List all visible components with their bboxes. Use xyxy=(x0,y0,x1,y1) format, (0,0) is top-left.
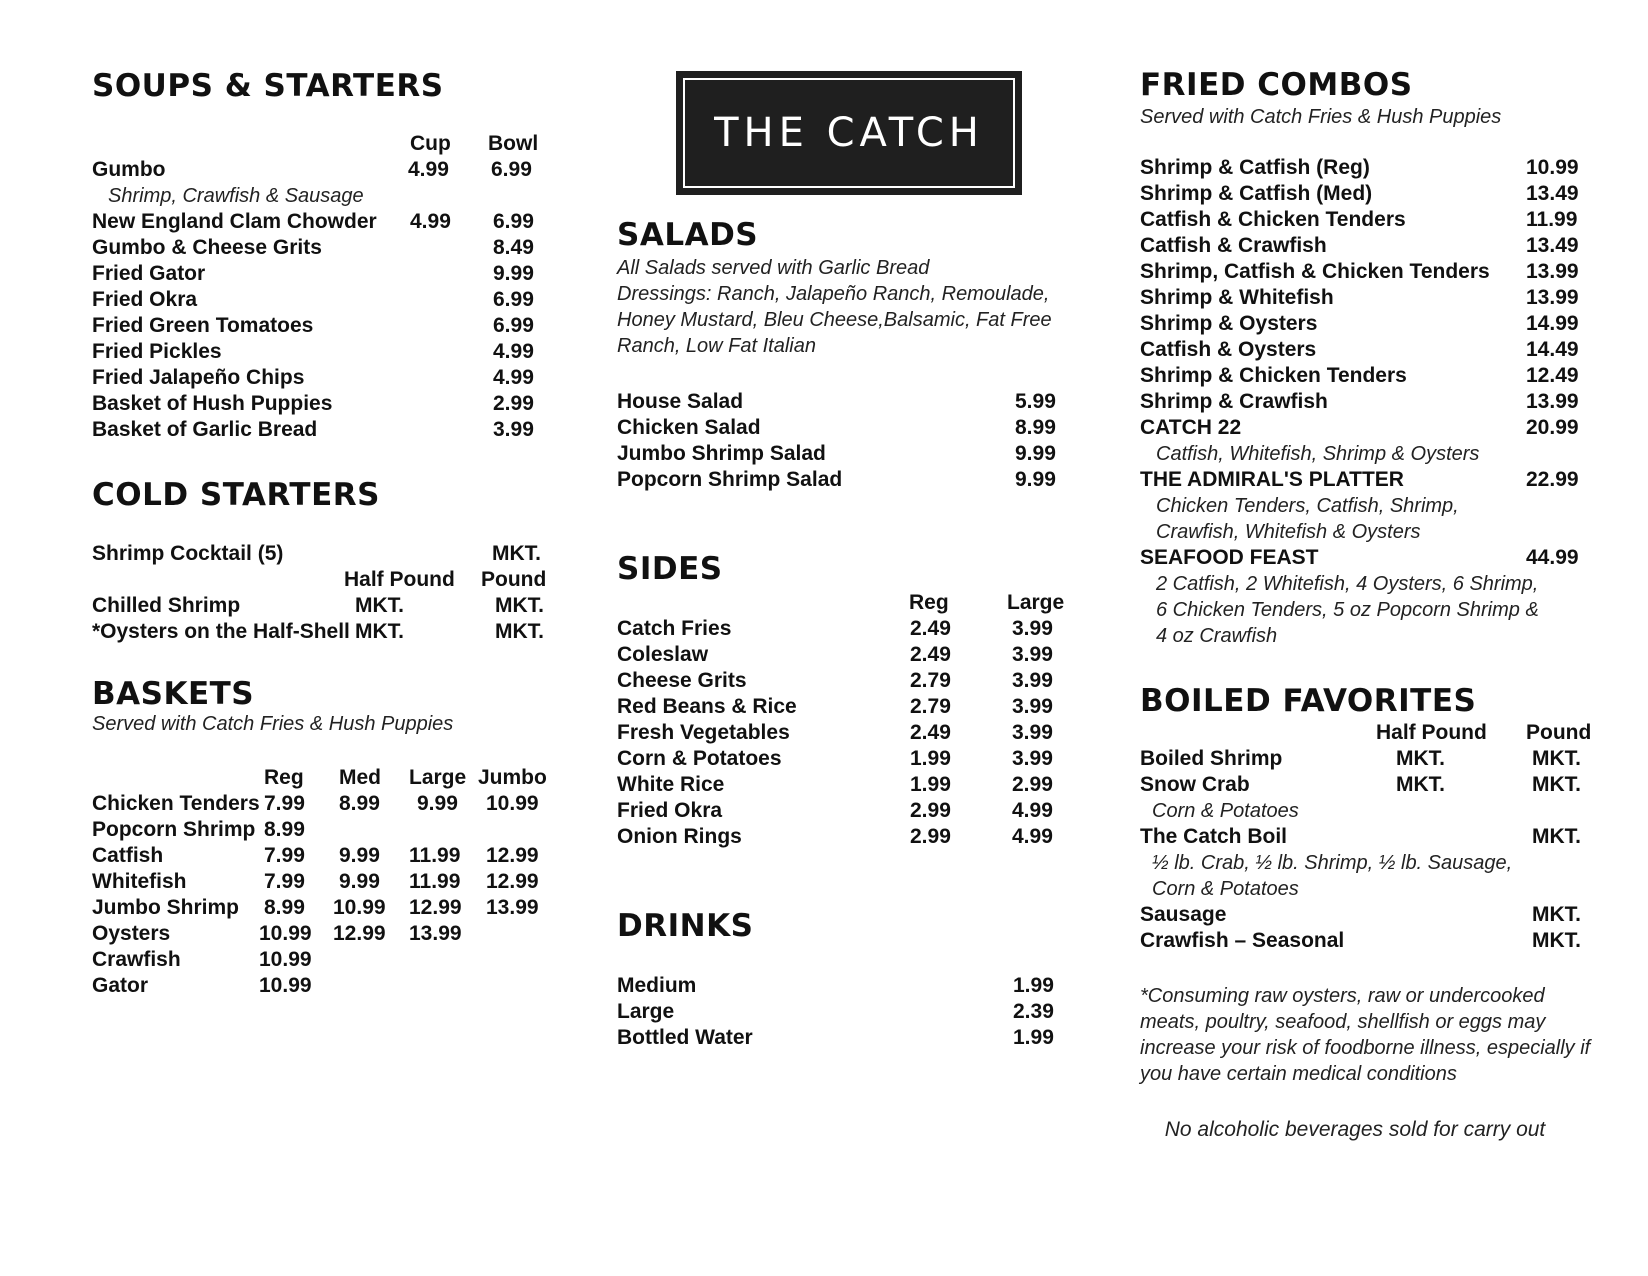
item-name: Boiled Shrimp xyxy=(1140,747,1283,770)
reg-price: 2.99 xyxy=(910,799,951,822)
salads-note: Ranch, Low Fat Italian xyxy=(617,335,816,357)
item-name: Sausage xyxy=(1140,903,1227,926)
item-name: Catch Fries xyxy=(617,617,732,640)
item-name: Corn & Potatoes xyxy=(617,747,782,770)
pound-header: Pound xyxy=(1526,721,1592,744)
pound-price: MKT. xyxy=(1532,929,1581,952)
item-name: Snow Crab xyxy=(1140,773,1250,796)
med-price: 9.99 xyxy=(339,870,380,893)
item-name: Gumbo & Cheese Grits xyxy=(92,236,322,259)
item-name: Chicken Tenders xyxy=(92,792,260,815)
reg-price: 7.99 xyxy=(264,844,305,867)
large-price: 3.99 xyxy=(1012,669,1053,692)
item-name: Coleslaw xyxy=(617,643,709,666)
item-name: Popcorn Shrimp xyxy=(92,818,256,841)
item-name: House Salad xyxy=(617,390,744,413)
item-price: 22.99 xyxy=(1526,468,1579,491)
item-name: Whitefish xyxy=(92,870,187,893)
item-price: 9.99 xyxy=(493,262,534,285)
item-price: 2.39 xyxy=(1013,1000,1054,1023)
item-name: Fried Pickles xyxy=(92,340,222,363)
med-price: 9.99 xyxy=(339,844,380,867)
item-name: Catfish & Crawfish xyxy=(1140,234,1327,257)
item-name: Bottled Water xyxy=(617,1026,753,1049)
fried-combos-subtitle: Served with Catch Fries & Hush Puppies xyxy=(1140,106,1502,128)
item-description: Crawfish, Whitefish & Oysters xyxy=(1156,521,1421,543)
item-name: SEAFOOD FEAST xyxy=(1140,546,1319,569)
item-description: 6 Chicken Tenders, 5 oz Popcorn Shrimp & xyxy=(1156,599,1539,621)
item-price: 10.99 xyxy=(1526,156,1579,179)
item-name: Jumbo Shrimp Salad xyxy=(617,442,826,465)
item-name: Basket of Hush Puppies xyxy=(92,392,333,415)
half-pound-header: Half Pound xyxy=(1376,721,1487,744)
item-price: 13.49 xyxy=(1526,182,1579,205)
item-price: 1.99 xyxy=(1013,1026,1054,1049)
reg-header: Reg xyxy=(264,766,304,789)
item-name: Gator xyxy=(92,974,149,997)
cup-price: 4.99 xyxy=(408,158,449,181)
half-pound-price: MKT. xyxy=(1396,773,1445,796)
item-name: Basket of Garlic Bread xyxy=(92,418,318,441)
item-name: Fried Green Tomatoes xyxy=(92,314,314,337)
salads-heading: SALADS xyxy=(617,217,759,253)
item-name: Cheese Grits xyxy=(617,669,747,692)
item-name: Catfish xyxy=(92,844,164,867)
med-price: 10.99 xyxy=(333,896,386,919)
item-price: 8.49 xyxy=(493,236,534,259)
large-price: 3.99 xyxy=(1012,643,1053,666)
jumbo-price: 12.99 xyxy=(486,844,539,867)
item-name: Medium xyxy=(617,974,697,997)
large-price: 13.99 xyxy=(409,922,462,945)
item-name: Catfish & Oysters xyxy=(1140,338,1317,361)
item-price: 5.99 xyxy=(1015,390,1056,413)
item-price: 13.99 xyxy=(1526,286,1579,309)
item-price: 13.49 xyxy=(1526,234,1579,257)
jumbo-header: Jumbo xyxy=(478,766,547,789)
salads-note: All Salads served with Garlic Bread xyxy=(617,257,930,279)
carry-out-alcohol-note: No alcoholic beverages sold for carry out xyxy=(1164,1118,1546,1141)
item-name: Onion Rings xyxy=(617,825,742,848)
reg-price: 1.99 xyxy=(910,773,951,796)
pound-price: MKT. xyxy=(495,594,544,617)
item-price: 13.99 xyxy=(1526,260,1579,283)
item-price: 9.99 xyxy=(1015,442,1056,465)
item-price: 3.99 xyxy=(493,418,534,441)
pound-price: MKT. xyxy=(495,620,544,643)
reg-price: 10.99 xyxy=(259,922,312,945)
drinks-heading: DRINKS xyxy=(617,908,754,944)
item-description: Catfish, Whitefish, Shrimp & Oysters xyxy=(1156,443,1480,465)
reg-price: 2.49 xyxy=(910,721,951,744)
item-description: ½ lb. Crab, ½ lb. Shrimp, ½ lb. Sausage, xyxy=(1152,852,1513,874)
reg-price: 1.99 xyxy=(910,747,951,770)
item-description: Corn & Potatoes xyxy=(1152,800,1299,822)
pound-price: MKT. xyxy=(1532,747,1581,770)
med-price: 8.99 xyxy=(339,792,380,815)
the-catch-logo xyxy=(676,71,1022,195)
bowl-price: 6.99 xyxy=(493,210,534,233)
item-description: Chicken Tenders, Catfish, Shrimp, xyxy=(1156,495,1459,517)
item-name: Shrimp & Crawfish xyxy=(1140,390,1328,413)
item-name: Fried Jalapeño Chips xyxy=(92,366,305,389)
item-price: 12.49 xyxy=(1526,364,1579,387)
item-name: Shrimp & Oysters xyxy=(1140,312,1318,335)
reg-price: 10.99 xyxy=(259,974,312,997)
jumbo-price: 12.99 xyxy=(486,870,539,893)
large-price: 11.99 xyxy=(409,870,461,893)
jumbo-price: 13.99 xyxy=(486,896,539,919)
item-price: 11.99 xyxy=(1526,208,1578,231)
item-price: 8.99 xyxy=(1015,416,1056,439)
item-name: Shrimp & Catfish (Med) xyxy=(1140,182,1373,205)
baskets-subtitle: Served with Catch Fries & Hush Puppies xyxy=(92,713,454,735)
item-price: 6.99 xyxy=(493,314,534,337)
boiled-favorites-heading: BOILED FAVORITES xyxy=(1140,683,1477,719)
item-description: 2 Catfish, 2 Whitefish, 4 Oysters, 6 Shrimp, xyxy=(1156,573,1539,595)
item-name: Gumbo xyxy=(92,158,166,181)
item-price: 20.99 xyxy=(1526,416,1579,439)
item-description: Shrimp, Crawfish & Sausage xyxy=(108,185,364,207)
item-name: CATCH 22 xyxy=(1140,416,1242,439)
item-name: Large xyxy=(617,1000,675,1023)
large-price: 4.99 xyxy=(1012,825,1053,848)
large-header: Large xyxy=(409,766,467,789)
salads-note: Dressings: Ranch, Jalapeño Ranch, Remoulade, xyxy=(617,283,1050,305)
half-pound-price: MKT. xyxy=(1396,747,1445,770)
large-header: Large xyxy=(1007,591,1065,614)
large-price: 4.99 xyxy=(1012,799,1053,822)
large-price: 9.99 xyxy=(417,792,458,815)
item-name: New England Clam Chowder xyxy=(92,210,377,233)
cold-starters-heading: COLD STARTERS xyxy=(92,477,380,513)
large-price: 3.99 xyxy=(1012,695,1053,718)
item-name: Shrimp & Whitefish xyxy=(1140,286,1334,309)
item-name: Fried Okra xyxy=(617,799,723,822)
item-name: THE ADMIRAL'S PLATTER xyxy=(1140,468,1404,491)
item-price: 4.99 xyxy=(493,366,534,389)
pound-price: MKT. xyxy=(1532,903,1581,926)
reg-price: 2.99 xyxy=(910,825,951,848)
sides-heading: SIDES xyxy=(617,551,723,587)
item-price: 14.49 xyxy=(1526,338,1579,361)
reg-price: 10.99 xyxy=(259,948,312,971)
item-name: Popcorn Shrimp Salad xyxy=(617,468,843,491)
item-name: Shrimp, Catfish & Chicken Tenders xyxy=(1140,260,1490,283)
logo-text: THE CATCH xyxy=(714,110,984,156)
large-price: 3.99 xyxy=(1012,747,1053,770)
item-price: 6.99 xyxy=(493,288,534,311)
item-name: Catfish & Chicken Tenders xyxy=(1140,208,1406,231)
jumbo-price: 10.99 xyxy=(486,792,539,815)
half-pound-header: Half Pound xyxy=(344,568,455,591)
item-price: 14.99 xyxy=(1526,312,1579,335)
bowl-header: Bowl xyxy=(488,132,539,155)
large-price: 2.99 xyxy=(1012,773,1053,796)
fried-combos-heading: FRIED COMBOS xyxy=(1140,67,1413,103)
food-safety-disclaimer: *Consuming raw oysters, raw or undercooked meats, poultry, seafood, shellfish or eggs may increase your risk of foodborne illness, especially if you have certain medical conditions xyxy=(1140,985,1591,1085)
item-price: 2.99 xyxy=(493,392,534,415)
reg-price: 2.49 xyxy=(910,617,951,640)
item-name: Chicken Salad xyxy=(617,416,761,439)
item-name: Fried Gator xyxy=(92,262,206,285)
pound-header: Pound xyxy=(481,568,547,591)
item-name: *Oysters on the Half-Shell xyxy=(92,620,350,643)
reg-price: 2.79 xyxy=(910,669,951,692)
half-pound-price: MKT. xyxy=(355,594,404,617)
cup-price: 4.99 xyxy=(410,210,451,233)
item-price: 13.99 xyxy=(1526,390,1579,413)
soups-starters-heading: SOUPS & STARTERS xyxy=(92,68,444,104)
reg-price: 8.99 xyxy=(264,818,305,841)
item-name: Shrimp & Catfish (Reg) xyxy=(1140,156,1370,179)
item-description: Corn & Potatoes xyxy=(1152,878,1299,900)
item-price: 44.99 xyxy=(1526,546,1579,569)
item-price: 9.99 xyxy=(1015,468,1056,491)
reg-price: 7.99 xyxy=(264,792,305,815)
item-name: Crawfish – Seasonal xyxy=(1140,929,1345,952)
item-name: Red Beans & Rice xyxy=(617,695,797,718)
reg-price: 2.49 xyxy=(910,643,951,666)
large-price: 3.99 xyxy=(1012,721,1053,744)
reg-price: 2.79 xyxy=(910,695,951,718)
med-header: Med xyxy=(339,766,381,789)
item-name: Shrimp Cocktail (5) xyxy=(92,542,284,565)
item-name: Chilled Shrimp xyxy=(92,594,241,617)
item-name: Jumbo Shrimp xyxy=(92,896,240,919)
item-name: Fresh Vegetables xyxy=(617,721,790,744)
large-price: 3.99 xyxy=(1012,617,1053,640)
pound-price: MKT. xyxy=(1532,773,1581,796)
item-name: Fried Okra xyxy=(92,288,198,311)
baskets-heading: BASKETS xyxy=(92,676,255,712)
reg-price: 8.99 xyxy=(264,896,305,919)
item-name: White Rice xyxy=(617,773,725,796)
item-price: MKT. xyxy=(492,542,541,565)
salads-note: Honey Mustard, Bleu Cheese,Balsamic, Fat Free xyxy=(617,309,1052,331)
item-name: Shrimp & Chicken Tenders xyxy=(1140,364,1407,387)
large-price: 11.99 xyxy=(409,844,461,867)
reg-price: 7.99 xyxy=(264,870,305,893)
item-price: 1.99 xyxy=(1013,974,1054,997)
half-pound-price: MKT. xyxy=(355,620,404,643)
large-price: 12.99 xyxy=(409,896,462,919)
item-price: 4.99 xyxy=(493,340,534,363)
item-name: The Catch Boil xyxy=(1140,825,1288,848)
cup-header: Cup xyxy=(410,132,451,155)
item-name: Crawfish xyxy=(92,948,181,971)
pound-price: MKT. xyxy=(1532,825,1581,848)
bowl-price: 6.99 xyxy=(491,158,532,181)
med-price: 12.99 xyxy=(333,922,386,945)
item-name: Oysters xyxy=(92,922,171,945)
reg-header: Reg xyxy=(909,591,949,614)
item-description: 4 oz Crawfish xyxy=(1156,625,1278,647)
